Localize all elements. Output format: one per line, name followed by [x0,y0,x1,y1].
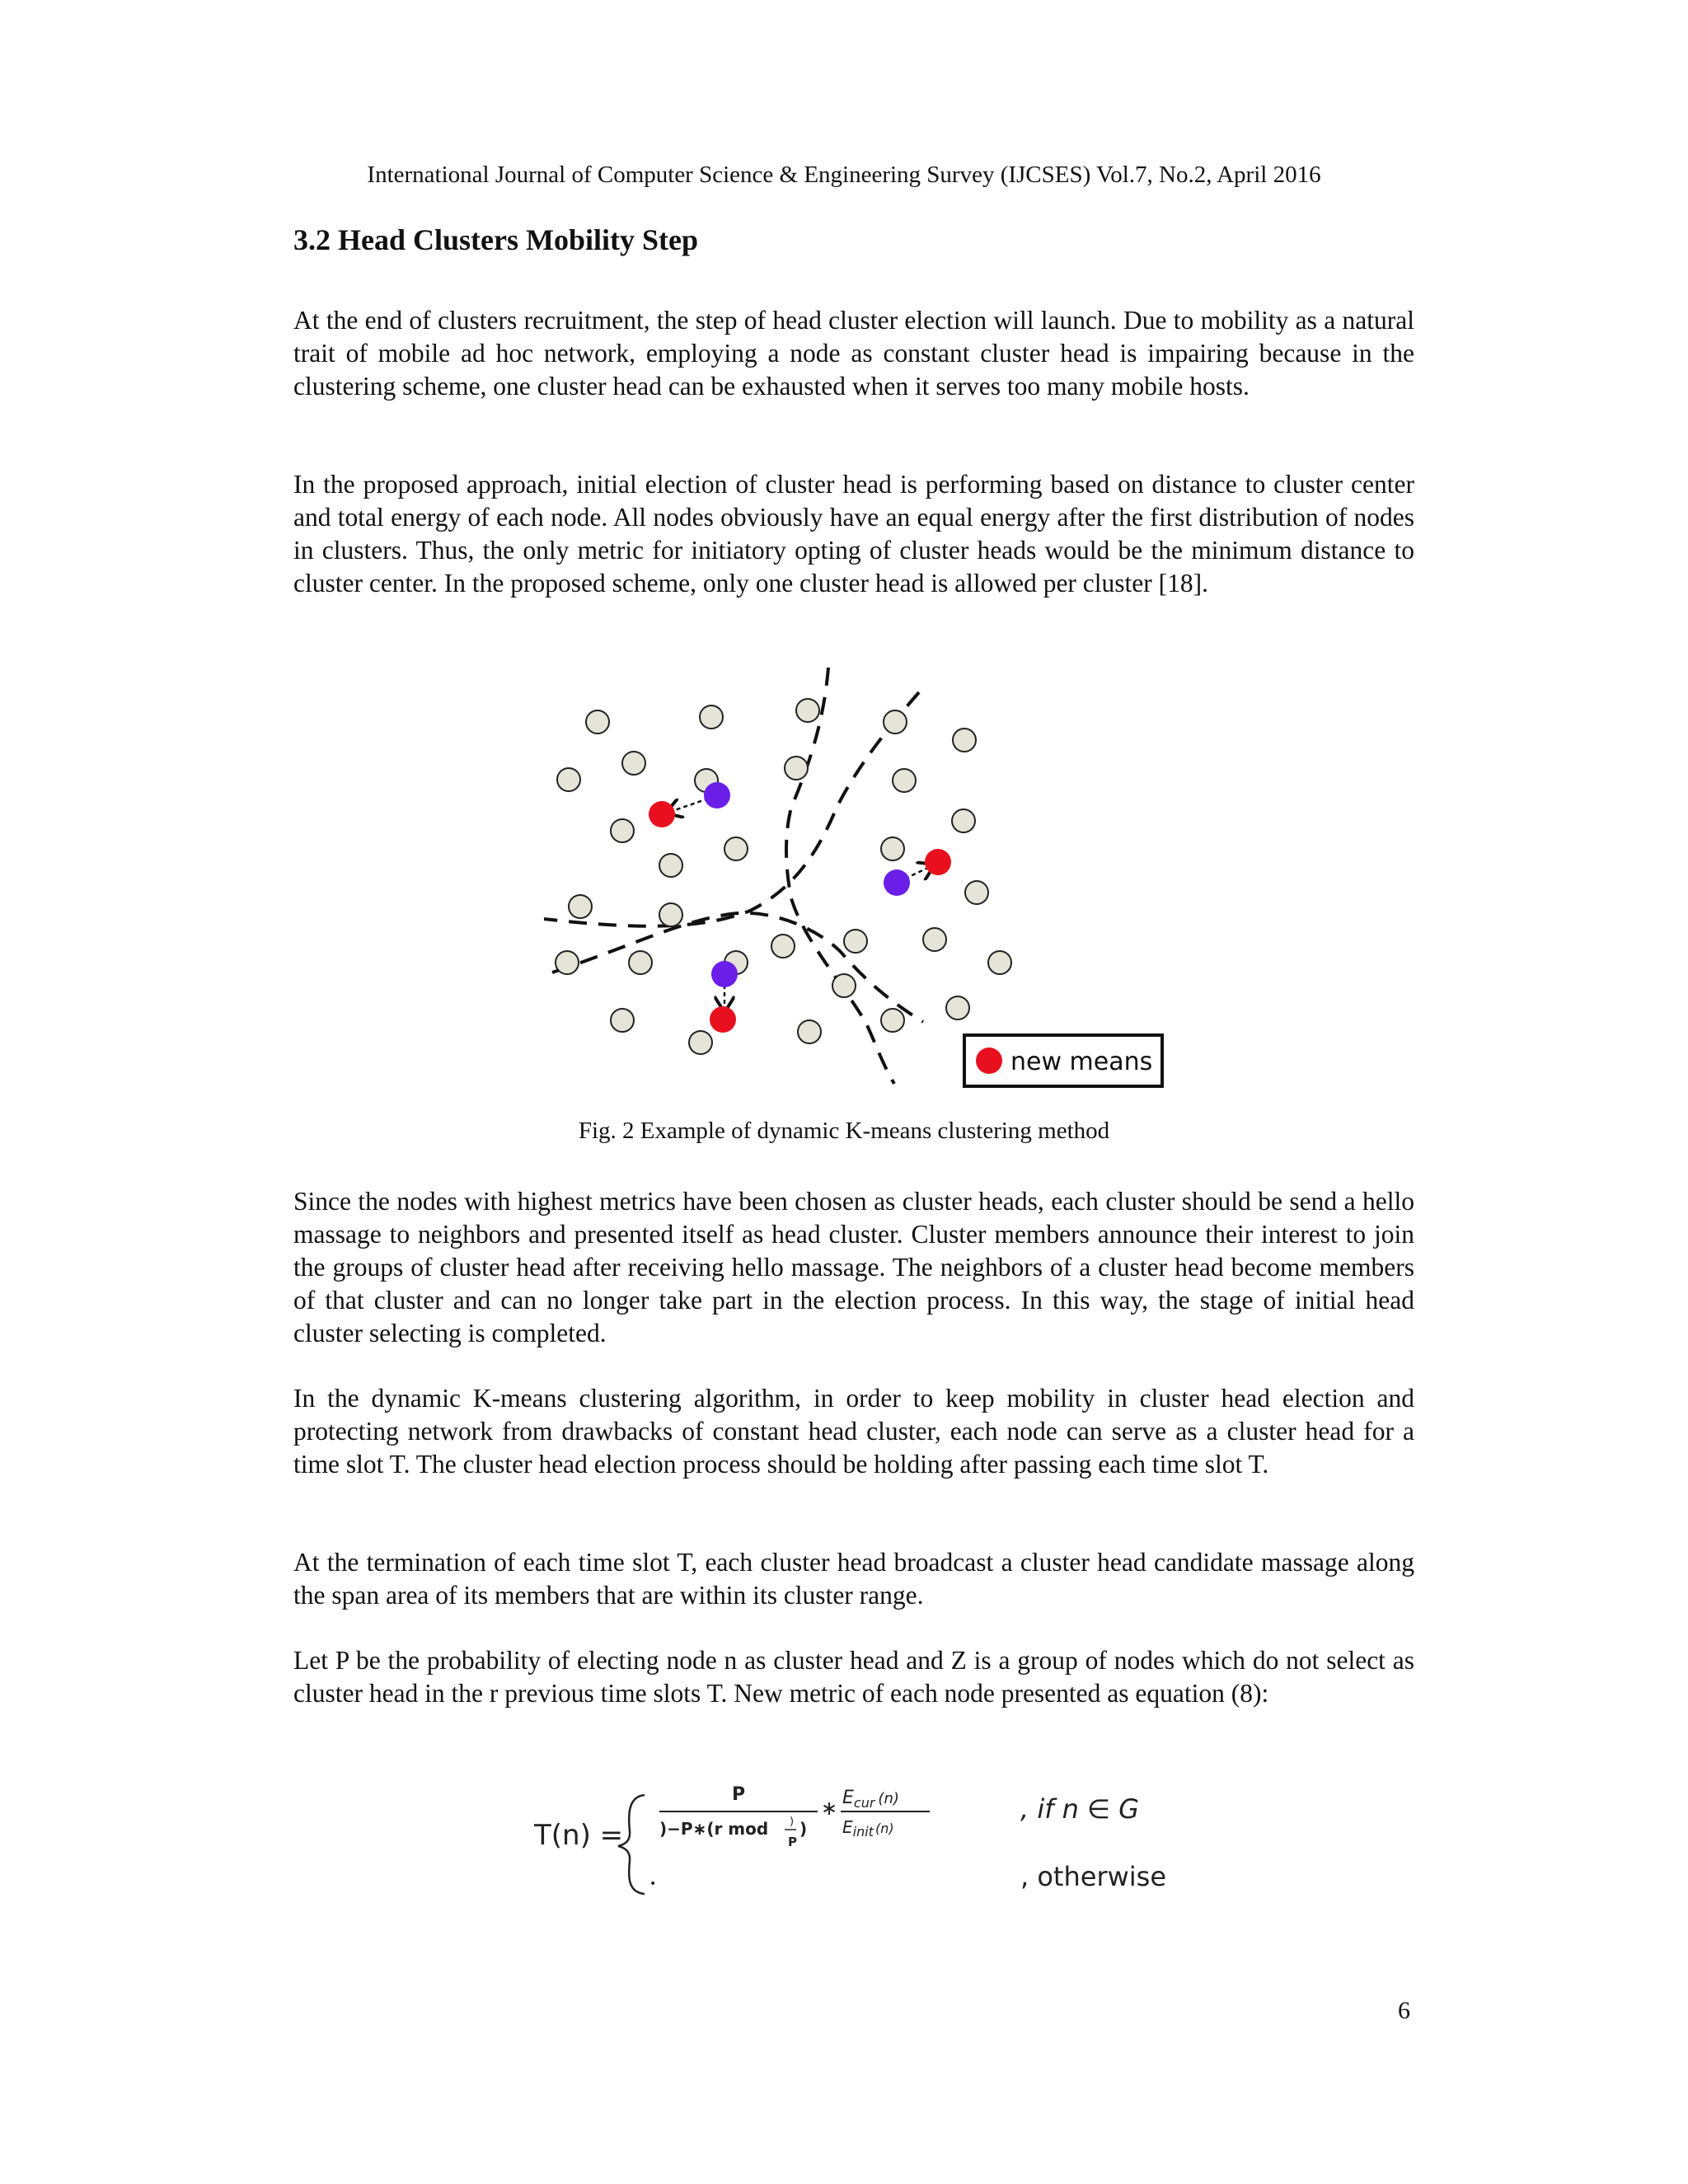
paragraph-2: In the proposed approach, initial election of cluster head is performing based on distance to cluster center and total energy of each node. All nodes obviously have an equal energy after the first distribution of nodes in clusters. Thus, the only metric for initiatory opting of cluster heads would be the minimum distance to cluster center. In the proposed scheme, only one cluster head is allowed per cluster [18]. [293,470,1414,598]
paragraph-4: In the dynamic K-means clustering algorithm, in order to keep mobility in cluster head election and protecting network from drawbacks of constant head cluster, each node can serve as a cluster head for a time slot T. The cluster head election process should be holding after passing each time slot T. [293,1384,1414,1479]
node [881,837,904,860]
node [798,1020,821,1043]
eq-denominator-frac-num: ) [790,1816,795,1828]
journal-header: International Journal of Computer Science & Engineering Survey (IJCSES) Vol.7, No.2, April 2016 [367,162,1321,188]
node [844,930,867,953]
equation-lhs: T(n) = [534,1819,624,1852]
mean-shift-arrows [668,796,933,1010]
eq-condition-2: , otherwise [1020,1861,1167,1892]
eq-times: ∗ [821,1797,838,1820]
legend-new-mean-marker [976,1047,1002,1074]
node [556,951,579,974]
boundary-line-vertical [786,668,894,1084]
node [952,809,975,832]
node [659,854,682,877]
node [923,928,946,951]
node [946,996,969,1019]
eq-condition-1: , if n ∈ G [1020,1793,1139,1825]
node [832,974,856,997]
node [629,951,652,974]
clustering-diagram [544,668,1170,1096]
section-title: 3.2 Head Clusters Mobility Step [293,223,698,256]
node [569,895,592,918]
node [771,935,795,958]
node [881,1009,904,1032]
node [965,881,988,904]
node [622,752,645,775]
equation-8 [528,1772,1269,1896]
node [689,1031,712,1054]
node [884,710,907,733]
eq-denominator-frac-den: P [788,1835,797,1849]
equation-brace [618,1795,645,1894]
eq-energy-denominator: $E_{init}$ $^{(n)}$ [842,1817,894,1840]
eq-denominator-left: )−P∗(r mod [659,1819,769,1839]
node [988,951,1011,974]
equation-graphic [528,1772,1269,1896]
paragraph-3: Since the nodes with highest metrics have been chosen as cluster heads, each cluster should be send a hello massage to neighbors and presented itself as head cluster. Cluster members announce their interest to join the groups of cluster head after receiving hello massage. The neighbors of a cluster head become members of that cluster and can no longer take part in the election process. In this way, the stage of initial head cluster selecting is completed. [293,1187,1414,1347]
node [953,729,976,752]
node [586,710,609,733]
eq-energy-numerator: $E_{cur}$ $^{(n)}$ [842,1788,899,1811]
figure-caption: Fig. 2 Example of dynamic K-means clustering method [578,1118,1110,1144]
node [893,769,916,792]
node [700,705,723,729]
node [659,903,682,926]
paragraph-5: At the termination of each time slot T, each cluster head broadcast a cluster head candidate massage along the span area of its members that are within its cluster range. [293,1548,1414,1610]
figure-kmeans-clustering [544,668,1170,1096]
node-group [556,699,1011,1054]
node [796,699,819,722]
paragraph-6: Let P be the probability of electing node n as cluster head and Z is a group of nodes which do not select as cluster head in the r previous time slots T. New metric of each node presented as equation (8): [293,1646,1414,1708]
old-mean-node [884,869,910,896]
node [724,837,748,860]
new-mean-node [649,801,675,827]
node [557,768,580,791]
old-mean-node [711,961,738,987]
new-mean-node [925,849,951,875]
legend [964,1035,1162,1086]
node [785,757,808,780]
eq-second-case: • [649,1877,657,1891]
legend-label: new means [1010,1047,1153,1076]
eq-numerator: P [732,1784,746,1805]
new-mean-node [710,1006,736,1033]
new-means [649,801,951,1033]
node [611,819,634,842]
old-mean-node [704,782,730,808]
node [611,1009,634,1032]
paragraph-1: At the end of clusters recruitment, the step of head cluster election will launch. Due to mobility as a natural trait of mobile ad hoc network, employing a node as constant cluster head is impairing because in the clustering scheme, one cluster head can be exhausted when it serves too many mobile hosts. [293,306,1414,401]
eq-denominator-right: ) [799,1819,808,1839]
page-number: 6 [1398,1997,1410,2024]
